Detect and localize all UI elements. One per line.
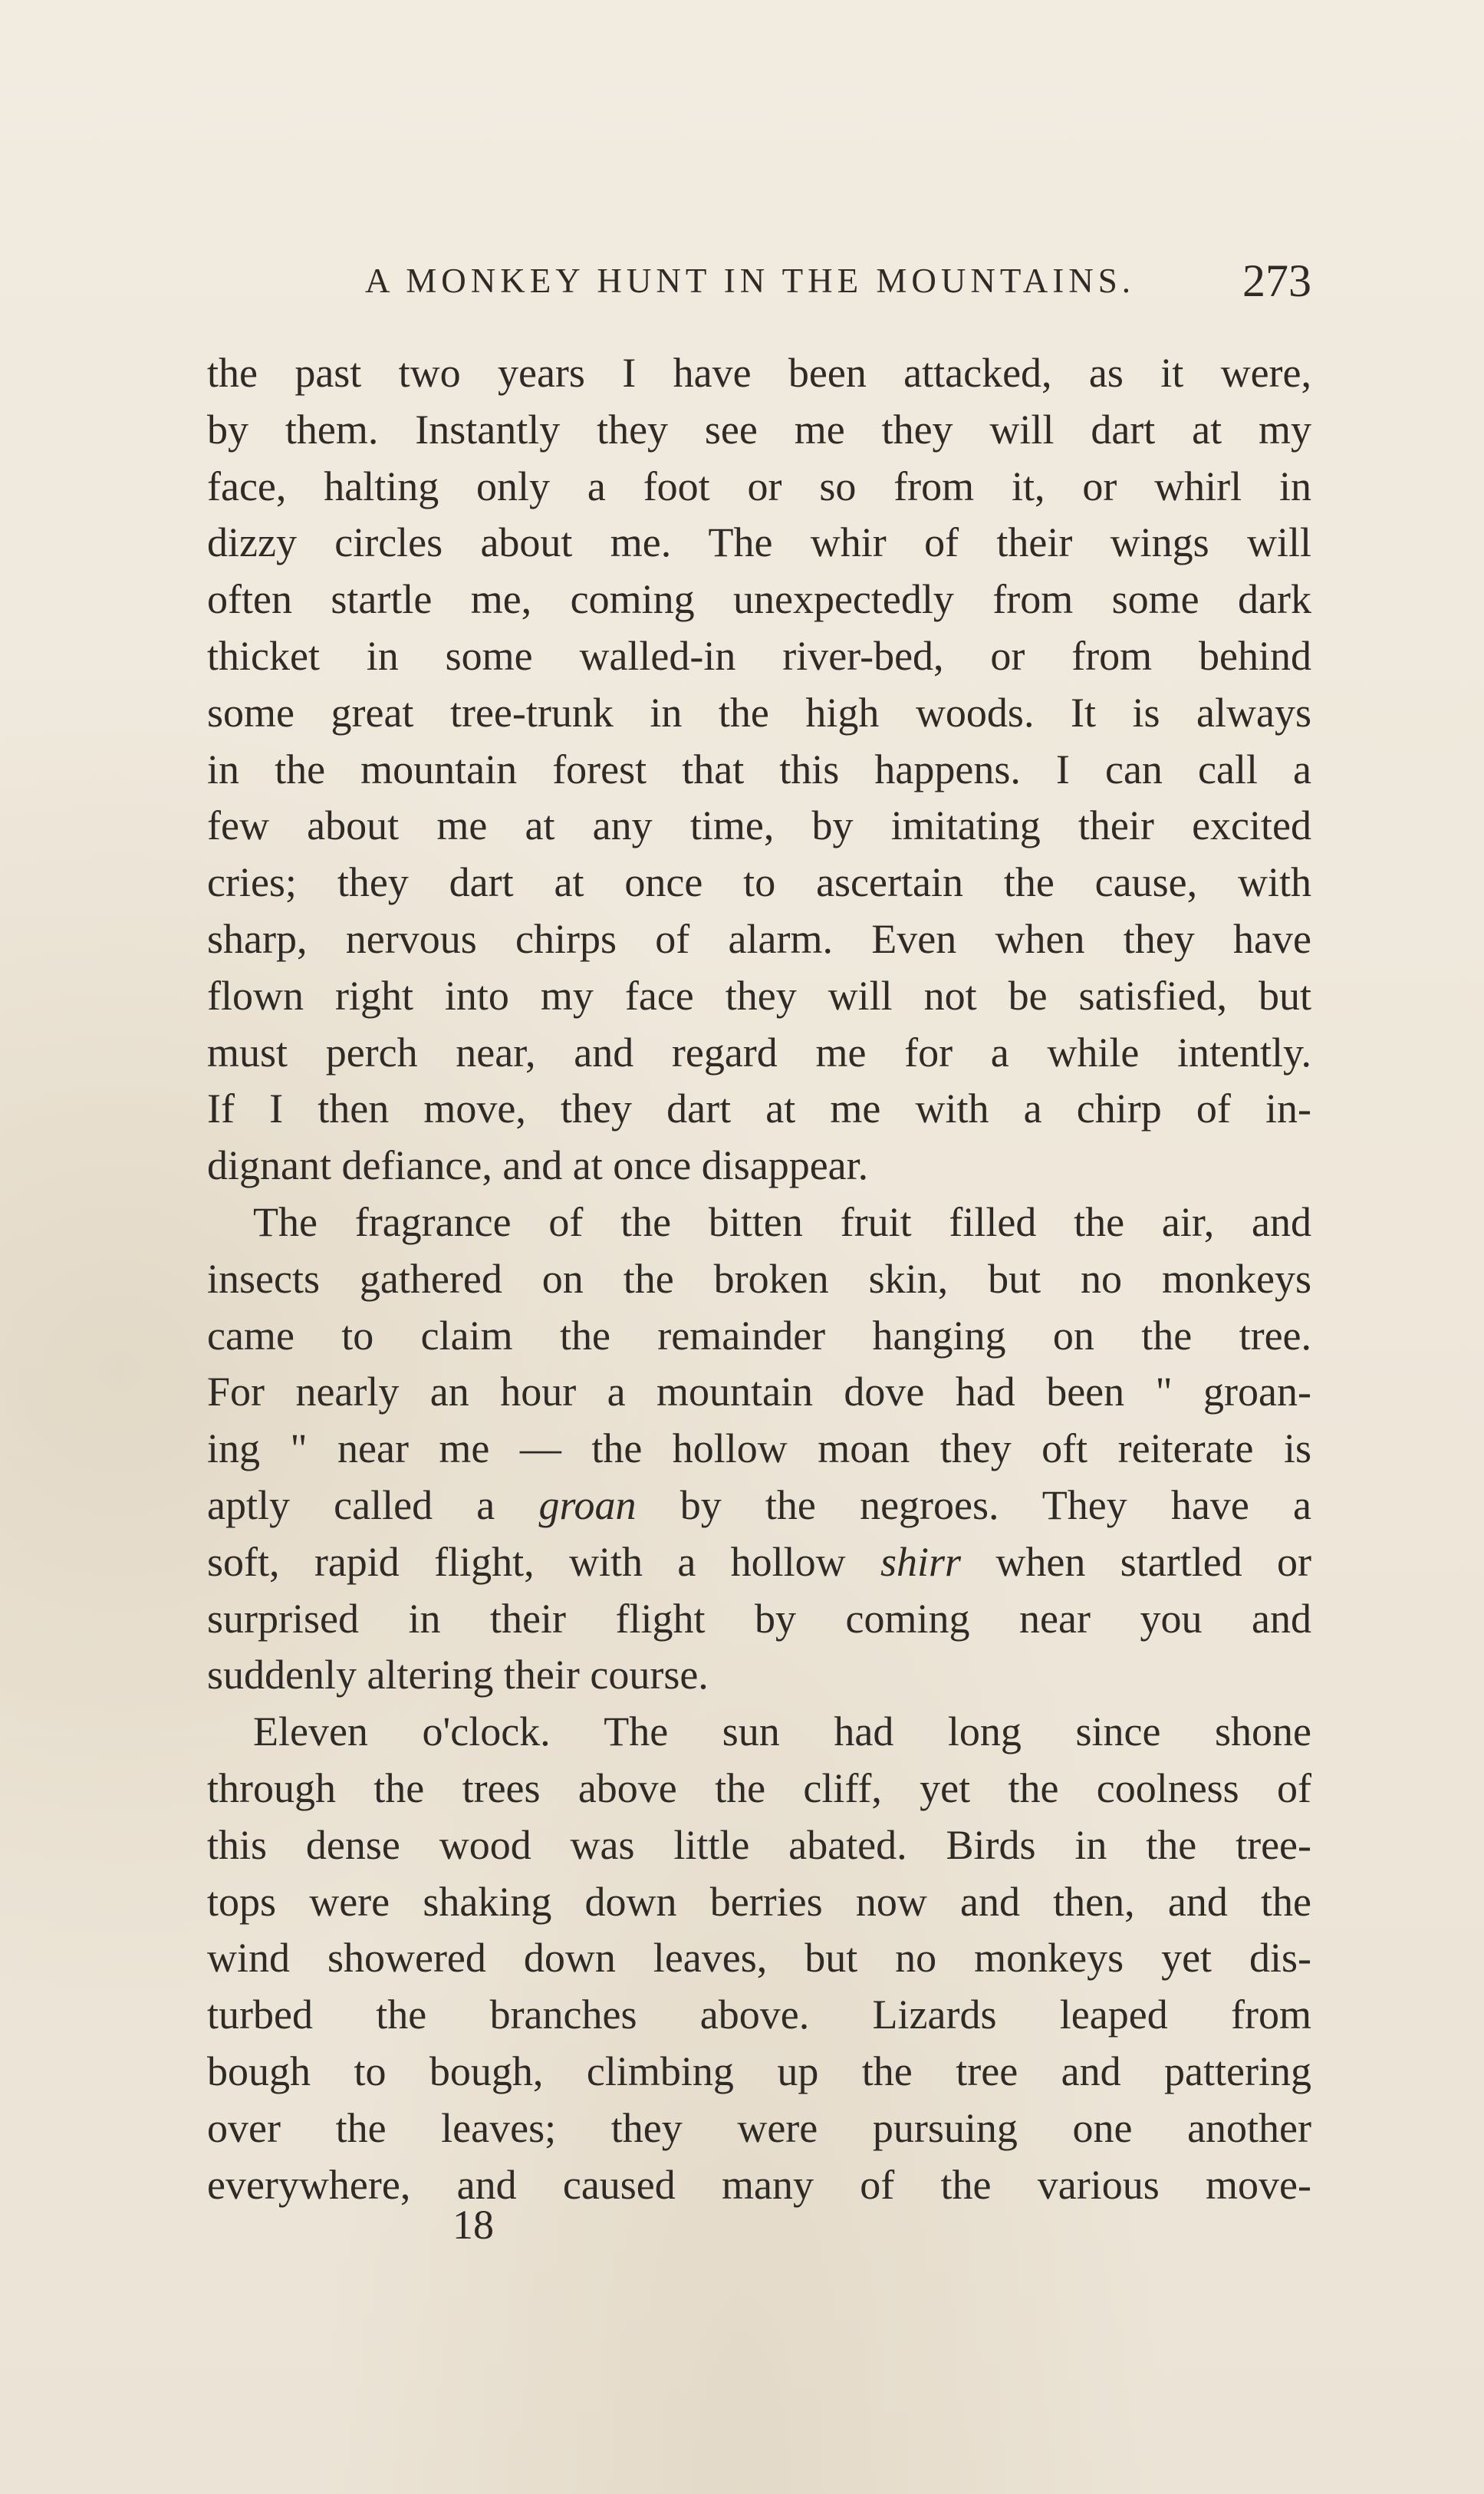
text-line: came to claim the remainder hanging on the tree. bbox=[207, 1312, 1311, 1359]
text-line: bough to bough, climbing up the tree and pattering bbox=[207, 2048, 1311, 2094]
text-line: the past two years I have been attacked, as it were, bbox=[207, 350, 1311, 396]
text-line bbox=[207, 1534, 1311, 1591]
italic-word: groan bbox=[538, 1481, 637, 1528]
running-title: A MONKEY HUNT IN THE MOUNTAINS. bbox=[365, 262, 1136, 300]
text-line: over the leaves; they were pursuing one another bbox=[207, 2104, 1311, 2151]
italic-word: shirr bbox=[880, 1538, 962, 1585]
text-line: cries; they dart at once to ascertain the cause, with bbox=[207, 859, 1311, 906]
text-line: ing " near me — the hollow moan they oft reiterate is bbox=[207, 1425, 1311, 1472]
page-header bbox=[207, 257, 1311, 318]
text-line: If I then move, they dart at me with a chirp of in- bbox=[207, 1086, 1311, 1132]
text-line: face, halting only a foot or so from it, or whirl in bbox=[207, 463, 1311, 509]
text-line: some great tree-trunk in the high woods. It is always bbox=[207, 689, 1311, 736]
text-line: few about me at any time, by imitating their excited bbox=[207, 802, 1311, 849]
text-line: surprised in their flight by coming near you and bbox=[207, 1595, 1311, 1642]
text-line: flown right into my face they will not be satisfied, but bbox=[207, 972, 1311, 1019]
text-line: wind showered down leaves, but no monkeys yet dis- bbox=[207, 1935, 1311, 1982]
page-number: 273 bbox=[1242, 255, 1311, 306]
text-line: suddenly altering their course. bbox=[207, 1652, 709, 1698]
text-line: turbed the branches above. Lizards leaped from bbox=[207, 1992, 1311, 2038]
text-line: through the trees above the cliff, yet the coolness of bbox=[207, 1764, 1311, 1811]
text-line: this dense wood was little abated. Birds in the tree- bbox=[207, 1821, 1311, 1868]
body-text bbox=[207, 345, 1311, 2213]
text-line: thicket in some walled-in river-bed, or from behind bbox=[207, 632, 1311, 679]
text-line: by them. Instantly they see me they will dart at my bbox=[207, 406, 1311, 453]
text-line: everywhere, and caused many of the various move- bbox=[207, 2161, 1311, 2208]
text-line: often startle me, coming unexpectedly from some dark bbox=[207, 576, 1311, 623]
text-line: sharp, nervous chirps of alarm. Even when they have bbox=[207, 915, 1311, 962]
text-line: tops were shaking down berries now and then, and the bbox=[207, 1878, 1311, 1925]
text-line: in the mountain forest that this happens. I can call a bbox=[207, 746, 1311, 792]
line-segment: by the negroes. They have a bbox=[636, 1481, 1311, 1528]
text-line: must perch near, and regard me for a while intently. bbox=[207, 1029, 1311, 1076]
text-line: dizzy circles about me. The whir of their wings will bbox=[207, 519, 1311, 566]
text-line bbox=[207, 1478, 1311, 1534]
signature-mark: 18 bbox=[452, 2202, 494, 2248]
line-segment: aptly called a bbox=[207, 1481, 539, 1528]
text-line: For nearly an hour a mountain dove had been " groan- bbox=[207, 1369, 1311, 1415]
line-segment: soft, rapid flight, with a hollow bbox=[207, 1538, 881, 1585]
text-line: insects gathered on the broken skin, but no monkeys bbox=[207, 1255, 1311, 1302]
text-line: The fragrance of the bitten fruit filled the air, and bbox=[253, 1198, 1311, 1245]
text-line: Eleven o'clock. The sun had long since shone bbox=[253, 1708, 1311, 1755]
line-segment: when startled or bbox=[961, 1538, 1311, 1585]
text-line: dignant defiance, and at once disappear. bbox=[207, 1142, 869, 1189]
